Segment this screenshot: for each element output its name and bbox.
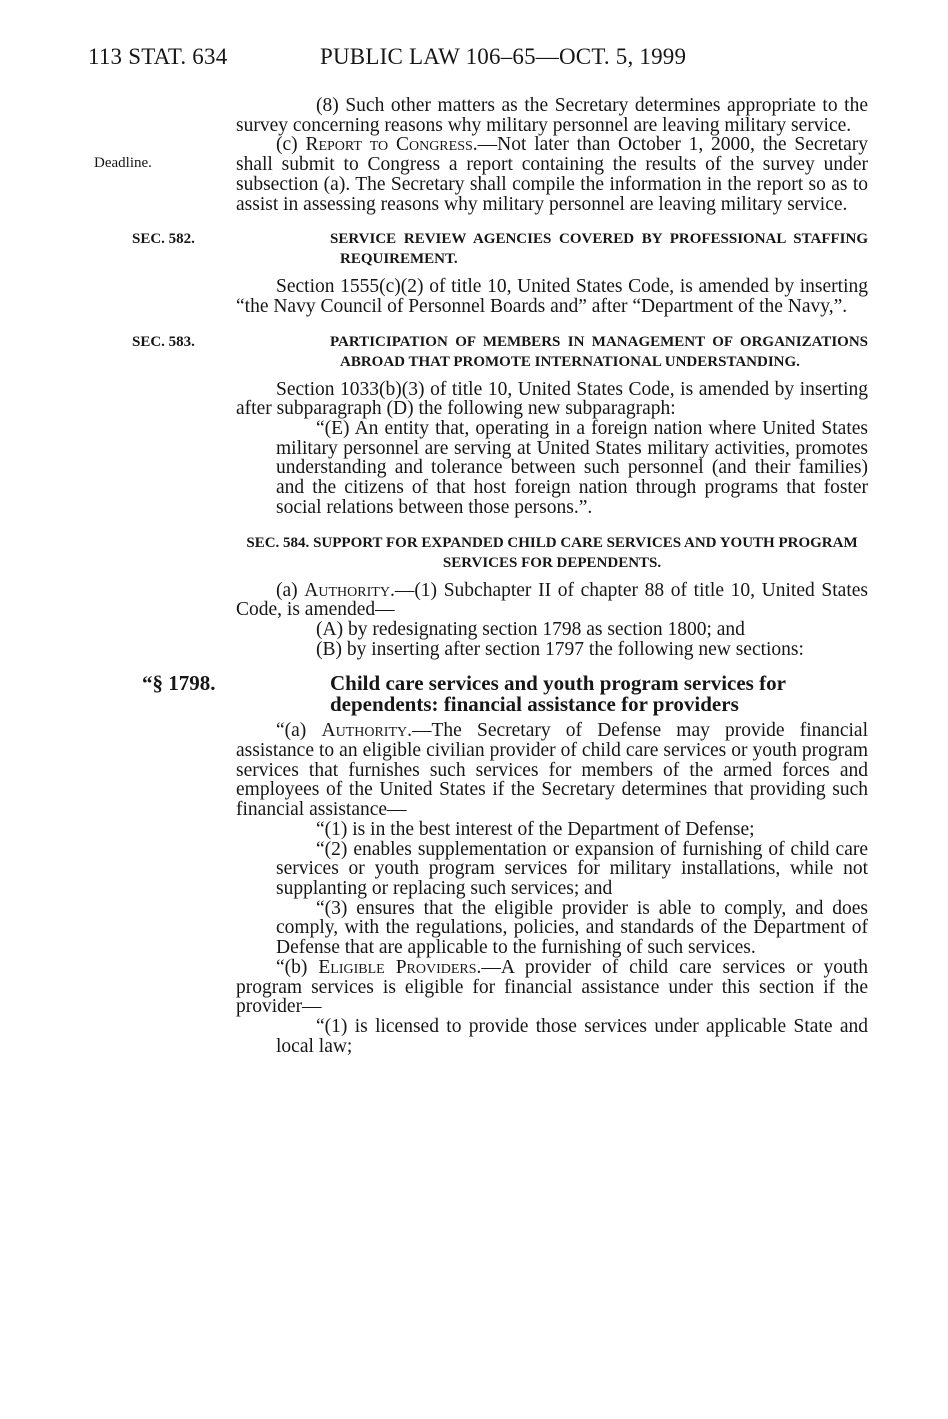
body-text xyxy=(132,95,868,1057)
section-1798-eligibility-1: “(1) is licensed to provide those services under applicable State and local law; xyxy=(276,1015,868,1057)
running-header xyxy=(88,44,686,70)
subsection-heading: Authority xyxy=(321,720,408,742)
section-title: PARTICIPATION OF MEMBERS IN MANAGEMENT OF ORGANIZATIONS ABROAD THAT PROMOTE INTERNATIONAL UNDERSTANDING. xyxy=(330,333,868,370)
section-1798-subsection-b xyxy=(236,958,868,1017)
subsection-label: (c) xyxy=(276,134,306,156)
section-1798-clause-1: “(1) is in the best interest of the Department of Defense; xyxy=(316,818,755,840)
subsection-label: “(a) xyxy=(276,720,322,742)
subsection-c-report xyxy=(236,135,868,214)
section-584-item-a: (A) by redesignating section 1798 as section 1800; and xyxy=(316,618,745,640)
section-583-heading xyxy=(132,332,868,372)
section-number: “§ 1798. xyxy=(142,671,216,696)
subsection-heading: Authority xyxy=(304,579,390,601)
section-title: SERVICE REVIEW AGENCIES COVERED BY PROFESSIONAL STAFFING REQUIREMENT. xyxy=(330,231,868,268)
section-1798-subsection-a xyxy=(236,721,868,820)
subsection-text: .—Not later than October 1, 2000, the Secretary shall submit to Congress a report containing the results of the survey under subsection (a). The Secretary shall compile the information in the report so as to assist in assessing reasons why military personnel are leaving military service. xyxy=(236,134,868,215)
section-584-heading xyxy=(236,533,868,573)
section-number: SEC. 582. xyxy=(132,231,195,248)
paragraph-8: (8) Such other matters as the Secretary determines appropriate to the survey concerning reasons why military personnel are leaving military service. xyxy=(236,95,868,136)
statute-citation: 113 STAT. 634 xyxy=(88,44,228,69)
section-title: SUPPORT FOR EXPANDED CHILD CARE SERVICES AND YOUTH PROGRAM SERVICES FOR DEPENDENTS. xyxy=(313,534,858,571)
subsection-label: (a) xyxy=(276,579,305,601)
section-582-heading xyxy=(132,229,868,269)
section-583-quoted-subparagraph: “(E) An entity that, operating in a foreign nation where United States military personnel are serving at United States military activities, promotes understanding and tolerance between such personnel (and their families) and the citizens of that host foreign nation through programs that foster social relations between those persons.”. xyxy=(276,418,868,518)
subsection-heading: Eligible Providers xyxy=(318,956,477,978)
subsection-text: .—(1) Subchapter II of chapter 88 of title 10, United States Code, is amended— xyxy=(236,579,868,621)
section-582-text: Section 1555(c)(2) of title 10, United States Code, is amended by inserting “the Navy Council of Personnel Boards and” after “Department of the Navy,”. xyxy=(236,276,868,317)
section-title: Child care services and youth program services for dependents: financial assistance for providers xyxy=(330,671,786,717)
subsection-text: .—The Secretary of Defense may provide financial assistance to an eligible civilian provider of child care services or youth program services that furnishes such services for members of the armed forces and employees of the United States if the Secretary determines that providing such financial assistance— xyxy=(236,720,868,821)
section-number: SEC. 584. xyxy=(246,534,310,551)
section-1798-clause-3: “(3) ensures that the eligible provider is able to comply, and does comply, with the regulations, policies, and standards of the Department of Defense that are applicable to the furnishing of such services. xyxy=(276,897,868,959)
section-583-text: Section 1033(b)(3) of title 10, United States Code, is amended by inserting after subparagraph (D) the following new subparagraph: xyxy=(236,378,868,420)
subsection-heading: Report to Congress xyxy=(305,134,473,156)
section-1798-heading xyxy=(142,671,868,717)
section-number: SEC. 583. xyxy=(132,333,195,350)
subsection-label: “(b) xyxy=(276,956,319,978)
section-1798-clause-2: “(2) enables supplementation or expansion of furnishing of child care services or youth program services for military installations, while not supplanting or replacing such services; and xyxy=(276,838,868,899)
section-584-subsection-a xyxy=(236,581,868,620)
section-584-item-b: (B) by inserting after section 1797 the following new sections: xyxy=(316,638,804,660)
public-law-citation: PUBLIC LAW 106–65—OCT. 5, 1999 xyxy=(320,44,687,69)
margin-note-deadline: Deadline. xyxy=(94,155,152,171)
subsection-text: .—A provider of child care services or youth program services is eligible for financial assistance under this section if the provider— xyxy=(236,956,868,1018)
